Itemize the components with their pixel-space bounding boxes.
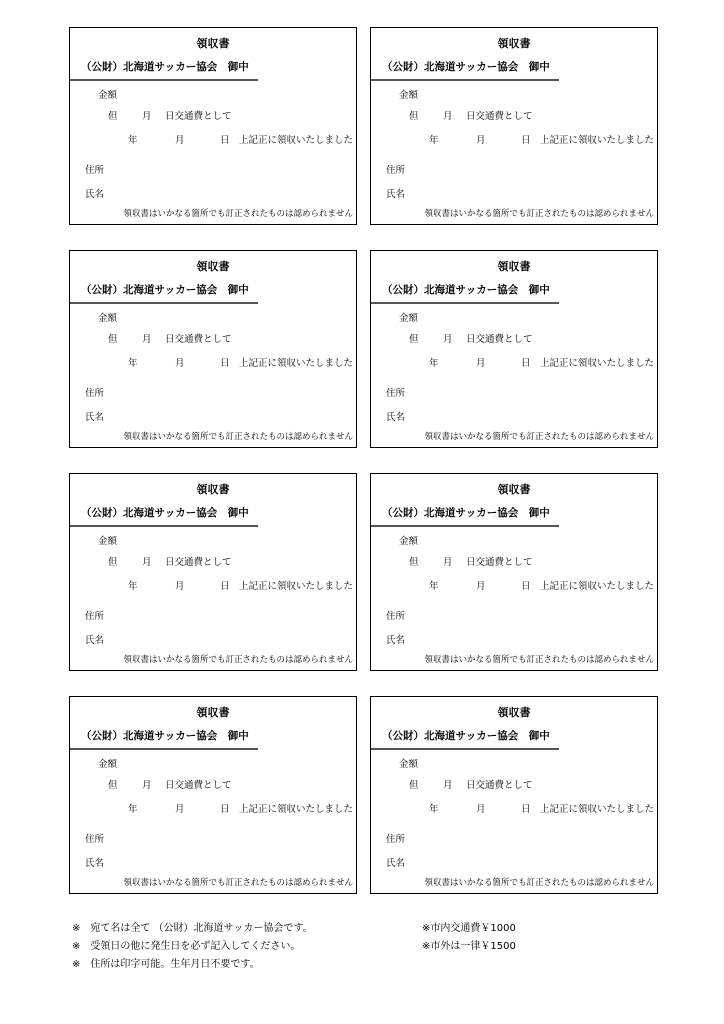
date-month: 月 [175, 358, 185, 369]
note-addressee: ※ 宛て名は全て （公財）北海道サッカー協会です。 [72, 923, 313, 934]
date-year: 年 [128, 358, 138, 369]
date-day: 日 [220, 804, 230, 815]
addressee: （公財）北海道サッカー協会 御中 [81, 507, 249, 519]
amount-label: 金額 [399, 536, 419, 547]
addressee-underline [70, 302, 258, 304]
addressee-underline [371, 525, 559, 527]
amount-label: 金額 [98, 536, 118, 547]
receipt-card [69, 27, 357, 225]
receipt-footer: 領収書はいかなる箇所でも訂正されたものは認められません [424, 878, 654, 888]
addressee-underline [371, 79, 559, 81]
received-statement: 上記正に領収いたしました [238, 804, 353, 815]
receipt-title: 領収書 [196, 483, 230, 496]
receipt-title: 領収書 [196, 260, 230, 273]
receipt-card [69, 250, 357, 448]
amount-label: 金額 [399, 759, 419, 770]
date-day: 日 [521, 358, 531, 369]
date-year: 年 [429, 135, 439, 146]
receipt-footer: 領収書はいかなる箇所でも訂正されたものは認められません [123, 878, 353, 888]
addressee: （公財）北海道サッカー協会 御中 [382, 507, 550, 519]
received-statement: 上記正に領収いたしました [539, 804, 654, 815]
note-outside-fee: ※市外は一律￥1500 [422, 941, 516, 952]
address-label: 住所 [85, 165, 105, 176]
note-address: ※ 住所は印字可能。生年月日不要です。 [72, 959, 260, 970]
receipt-footer: 領収書はいかなる箇所でも訂正されたものは認められません [123, 209, 353, 219]
date-year: 年 [429, 581, 439, 592]
received-statement: 上記正に領収いたしました [539, 581, 654, 592]
date-day: 日 [220, 581, 230, 592]
proviso-month: 月 [142, 780, 152, 791]
receipt-card [370, 696, 658, 894]
receipt-footer: 領収書はいかなる箇所でも訂正されたものは認められません [424, 655, 654, 665]
name-label: 氏名 [386, 635, 406, 646]
receipt-footer: 領収書はいかなる箇所でも訂正されたものは認められません [424, 209, 654, 219]
name-label: 氏名 [85, 412, 105, 423]
date-day: 日 [220, 358, 230, 369]
proviso-month: 月 [142, 334, 152, 345]
addressee: （公財）北海道サッカー協会 御中 [81, 61, 249, 73]
receipt-footer: 領収書はいかなる箇所でも訂正されたものは認められません [123, 432, 353, 442]
proviso-label: 但 [409, 780, 419, 791]
addressee-underline [70, 748, 258, 750]
receipt-card [69, 473, 357, 671]
addressee: （公財）北海道サッカー協会 御中 [382, 61, 550, 73]
address-label: 住所 [386, 834, 406, 845]
proviso-month: 月 [443, 780, 453, 791]
address-label: 住所 [85, 834, 105, 845]
received-statement: 上記正に領収いたしました [238, 135, 353, 146]
addressee-underline [371, 748, 559, 750]
receipt-title: 領収書 [497, 706, 531, 719]
date-day: 日 [521, 581, 531, 592]
receipt-footer: 領収書はいかなる箇所でも訂正されたものは認められません [424, 432, 654, 442]
receipt-title: 領収書 [196, 706, 230, 719]
address-label: 住所 [85, 388, 105, 399]
amount-label: 金額 [399, 313, 419, 324]
receipt-footer: 領収書はいかなる箇所でも訂正されたものは認められません [123, 655, 353, 665]
amount-label: 金額 [98, 759, 118, 770]
date-month: 月 [476, 135, 486, 146]
address-label: 住所 [386, 388, 406, 399]
date-month: 月 [175, 581, 185, 592]
note-date: ※ 受領日の他に発生日を必ず記入してください。 [72, 941, 301, 952]
amount-label: 金額 [98, 90, 118, 101]
receipt-card [370, 27, 658, 225]
proviso-purpose: 日交通費として [165, 111, 232, 122]
addressee: （公財）北海道サッカー協会 御中 [81, 284, 249, 296]
date-month: 月 [476, 804, 486, 815]
receipt-card [370, 473, 658, 671]
received-statement: 上記正に領収いたしました [539, 135, 654, 146]
name-label: 氏名 [85, 858, 105, 869]
received-statement: 上記正に領収いたしました [539, 358, 654, 369]
addressee: （公財）北海道サッカー協会 御中 [382, 730, 550, 742]
proviso-purpose: 日交通費として [165, 780, 232, 791]
proviso-label: 但 [108, 780, 118, 791]
proviso-month: 月 [142, 557, 152, 568]
addressee-underline [70, 79, 258, 81]
date-month: 月 [476, 581, 486, 592]
amount-label: 金額 [399, 90, 419, 101]
proviso-purpose: 日交通費として [466, 111, 533, 122]
date-day: 日 [521, 135, 531, 146]
receipt-card [69, 696, 357, 894]
name-label: 氏名 [386, 858, 406, 869]
proviso-label: 但 [409, 111, 419, 122]
proviso-purpose: 日交通費として [165, 334, 232, 345]
receipt-title: 領収書 [497, 260, 531, 273]
proviso-label: 但 [409, 557, 419, 568]
address-label: 住所 [386, 611, 406, 622]
date-month: 月 [175, 804, 185, 815]
proviso-purpose: 日交通費として [466, 334, 533, 345]
proviso-purpose: 日交通費として [466, 780, 533, 791]
proviso-purpose: 日交通費として [165, 557, 232, 568]
received-statement: 上記正に領収いたしました [238, 581, 353, 592]
proviso-label: 但 [108, 557, 118, 568]
address-label: 住所 [386, 165, 406, 176]
addressee: （公財）北海道サッカー協会 御中 [81, 730, 249, 742]
date-day: 日 [521, 804, 531, 815]
receipt-card [370, 250, 658, 448]
received-statement: 上記正に領収いたしました [238, 358, 353, 369]
proviso-label: 但 [108, 334, 118, 345]
date-month: 月 [476, 358, 486, 369]
amount-label: 金額 [98, 313, 118, 324]
date-day: 日 [220, 135, 230, 146]
proviso-purpose: 日交通費として [466, 557, 533, 568]
proviso-month: 月 [443, 111, 453, 122]
name-label: 氏名 [85, 189, 105, 200]
addressee: （公財）北海道サッカー協会 御中 [382, 284, 550, 296]
proviso-label: 但 [409, 334, 419, 345]
date-year: 年 [128, 135, 138, 146]
date-year: 年 [128, 804, 138, 815]
proviso-month: 月 [443, 334, 453, 345]
receipt-title: 領収書 [196, 37, 230, 50]
receipt-title: 領収書 [497, 37, 531, 50]
addressee-underline [371, 302, 559, 304]
name-label: 氏名 [386, 189, 406, 200]
date-year: 年 [128, 581, 138, 592]
name-label: 氏名 [85, 635, 105, 646]
date-month: 月 [175, 135, 185, 146]
note-city-fee: ※市内交通費￥1000 [422, 923, 516, 934]
proviso-label: 但 [108, 111, 118, 122]
receipt-title: 領収書 [497, 483, 531, 496]
date-year: 年 [429, 358, 439, 369]
address-label: 住所 [85, 611, 105, 622]
proviso-month: 月 [443, 557, 453, 568]
date-year: 年 [429, 804, 439, 815]
addressee-underline [70, 525, 258, 527]
name-label: 氏名 [386, 412, 406, 423]
proviso-month: 月 [142, 111, 152, 122]
